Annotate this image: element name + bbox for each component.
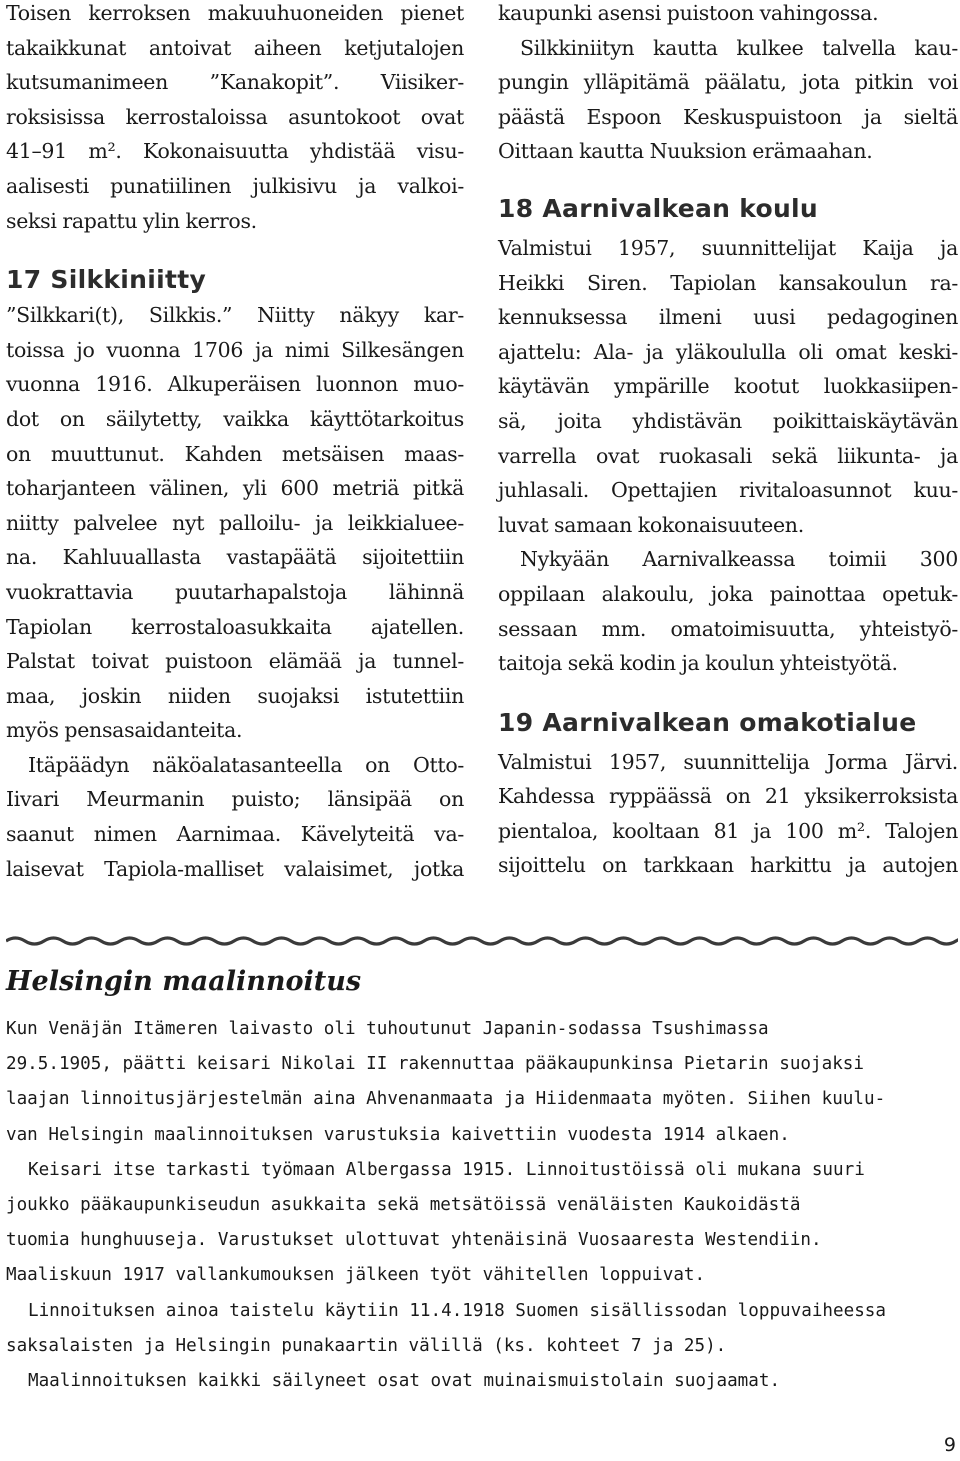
text-line: Keisari itse tarkasti työmaan Albergassa 1915. Linnoitustöissä oli mukana suuri: [28, 1159, 865, 1180]
text-line: ajattelu: Ala- ja yläkoululla oli omat keski-: [498, 339, 958, 364]
text-line: saanut nimen Aarnimaa. Kävelyteitä va-: [6, 822, 464, 847]
text-line: vuokrattavia puutarhapalstoja lähinnä: [6, 579, 464, 604]
text-line: pientaloa, kooltaan 81 ja 100 m². Talojen: [498, 818, 958, 843]
text-line: Nykyään Aarnivalkeassa toimii 300: [520, 547, 958, 572]
right-paragraph-4: [498, 542, 958, 680]
text-line: Maaliskuun 1917 vallankumouksen jälkeen työt vähitellen loppuivat.: [6, 1265, 706, 1286]
left-paragraph-3: [6, 748, 464, 886]
box-paragraph-3: [6, 1294, 958, 1364]
section-heading-18: 18 Aarnivalkean koulu: [498, 193, 819, 223]
text-line: Kun Venäjän Itämeren laivasto oli tuhoutunut Japanin-sodassa Tsushimassa: [6, 1019, 769, 1039]
text-line: Heikki Siren. Tapiolan kansakoulun ra-: [498, 270, 958, 295]
text-line: kennuksessa ilmeni uusi pedagoginen: [498, 305, 958, 330]
text-line: niitty palvelee nyt palloilu- ja leikkialuee-: [6, 510, 464, 535]
text-line: van Helsingin maalinnoituksen varustuksia kaivettiin vuodesta 1914 alkaen.: [6, 1124, 790, 1145]
text-line: 29.5.1905, päätti keisari Nikolai II rakennuttaa pääkaupunkinsa Pietarin suojaksi: [6, 1054, 864, 1075]
text-line: Kahdessa ryppäässä on 21 yksikerroksista: [498, 784, 958, 809]
text-line: pungin ylläpitämä päälatu, jota pitkin voi: [498, 70, 958, 95]
right-paragraph-5: [498, 745, 958, 883]
text-line: maa, joskin niiden suojaksi istutettiin: [6, 683, 464, 708]
text-line: sessaan mm. omatoimisuutta, yhteistyö-: [498, 616, 958, 641]
section-heading-19: 19 Aarnivalkean omakotialue: [498, 707, 917, 737]
text-line: Iivari Meurmanin puisto; länsipää on: [6, 787, 464, 812]
text-line: varrella ovat ruokasali sekä liikunta- ja: [498, 443, 958, 468]
text-line: Oittaan kautta Nuuksion erämaahan.: [498, 139, 873, 164]
text-line: on muuttunut. Kahden metsäisen maas-: [6, 441, 464, 466]
right-paragraph-2: [498, 31, 958, 169]
page-number: 9: [943, 1434, 956, 1456]
right-paragraph-1: [498, 0, 958, 31]
text-line: käytävän ympärille kootut luokkasiipen-: [498, 374, 958, 399]
text-line: na. Kahluuallasta vastapäätä sijoitettiin: [6, 545, 464, 570]
text-line: Maalinnoituksen kaikki säilyneet osat ovat muinaismuistolain suojaamat.: [28, 1371, 781, 1392]
text-line: dot on säilytetty, vaikka käyttötarkoitus: [6, 406, 464, 431]
text-line: 41–91 m². Kokonaisuutta yhdistää visu-: [6, 139, 464, 164]
info-box: [6, 1012, 958, 1399]
text-line: taitoja sekä kodin ja koulun yhteistyötä.: [498, 651, 898, 676]
text-line: laisevat Tapiola-malliset valaisimet, jotka: [6, 856, 464, 881]
text-line: Linnoituksen ainoa taistelu käytiin 11.4.1918 Suomen sisällissodan loppuvaiheessa: [28, 1300, 886, 1321]
left-paragraph-2: [6, 298, 464, 748]
text-line: Tapiolan kerrostaloasukkaita ajatellen.: [6, 614, 464, 639]
text-line: takaikkunat antoivat aiheen ketjutalojen: [6, 35, 464, 60]
text-line: oppilaan alakoulu, joka painottaa opetuk-: [498, 581, 958, 606]
text-line: laajan linnoitusjärjestelmän aina Ahvenanmaata ja Hiidenmaata myöten. Siihen kuulu-: [6, 1089, 886, 1110]
box-paragraph-1: [6, 1012, 958, 1153]
text-line: toissa jo vuonna 1706 ja nimi Silkesängen: [6, 337, 464, 362]
text-line: Toisen kerroksen makuuhuoneiden pienet: [6, 1, 464, 25]
text-line: vuonna 1916. Alkuperäisen luonnon muo-: [6, 372, 464, 397]
box-paragraph-2: [6, 1153, 958, 1294]
text-line: sä, joita yhdistävän poikittaiskäytävän: [498, 408, 958, 433]
right-column: [498, 0, 958, 883]
text-line: Palstat toivat puistoon elämää ja tunnel-: [6, 649, 464, 674]
left-column: [6, 0, 464, 886]
text-line: seksi rapattu ylin kerros.: [6, 208, 257, 233]
box-title: Helsingin maalinnoitus: [6, 966, 362, 997]
text-line: ”Silkkari(t), Silkkis.” Niitty näkyy kar-: [6, 303, 464, 328]
text-line: Valmistui 1957, suunnittelija Jorma Järvi.: [498, 749, 958, 774]
text-line: Valmistui 1957, suunnittelijat Kaija ja: [498, 235, 958, 260]
text-line: Itäpäädyn näköalatasanteella on Otto-: [28, 752, 464, 777]
text-line: tuomia hunghuuseja. Varustukset ulottuvat yhtenäisinä Vuosaaresta Westendiin.: [6, 1230, 822, 1251]
text-line: Silkkiniityn kautta kulkee talvella kau-: [520, 35, 958, 60]
right-paragraph-3: [498, 231, 958, 542]
text-line: päästä Espoon Keskuspuistoon ja sieltä: [498, 104, 958, 129]
text-line: myös pensasaidanteita.: [6, 718, 243, 743]
text-line: kutsumanimeen ”Kanakopit”. Viisiker-: [6, 70, 464, 95]
text-line: toharjanteen välinen, yli 600 metriä pitkä: [6, 476, 464, 501]
wavy-divider: [6, 930, 958, 950]
text-line: roksisissa kerrostaloissa asuntokoot ovat: [6, 104, 464, 129]
text-line: juhlasali. Opettajien rivitaloasunnot kuu-: [498, 478, 958, 503]
left-paragraph-1: [6, 0, 464, 238]
text-line: kaupunki asensi puistoon vahingossa.: [498, 1, 879, 25]
text-line: joukko pääkaupunkiseudun asukkaita sekä metsätöissä venäläisten Kaukoidästä: [6, 1195, 801, 1216]
text-line: sijoittelu on tarkkaan harkittu ja autojen: [498, 853, 958, 878]
text-line: luvat samaan kokonaisuuteen.: [498, 512, 804, 537]
section-heading-17: 17 Silkkiniitty: [6, 265, 207, 295]
text-line: aalisesti punatiilinen julkisivu ja valkoi-: [6, 173, 464, 198]
box-paragraph-4: [6, 1364, 958, 1399]
text-line: saksalaisten ja Helsingin punakaartin välillä (ks. kohteet 7 ja 25).: [6, 1335, 727, 1356]
